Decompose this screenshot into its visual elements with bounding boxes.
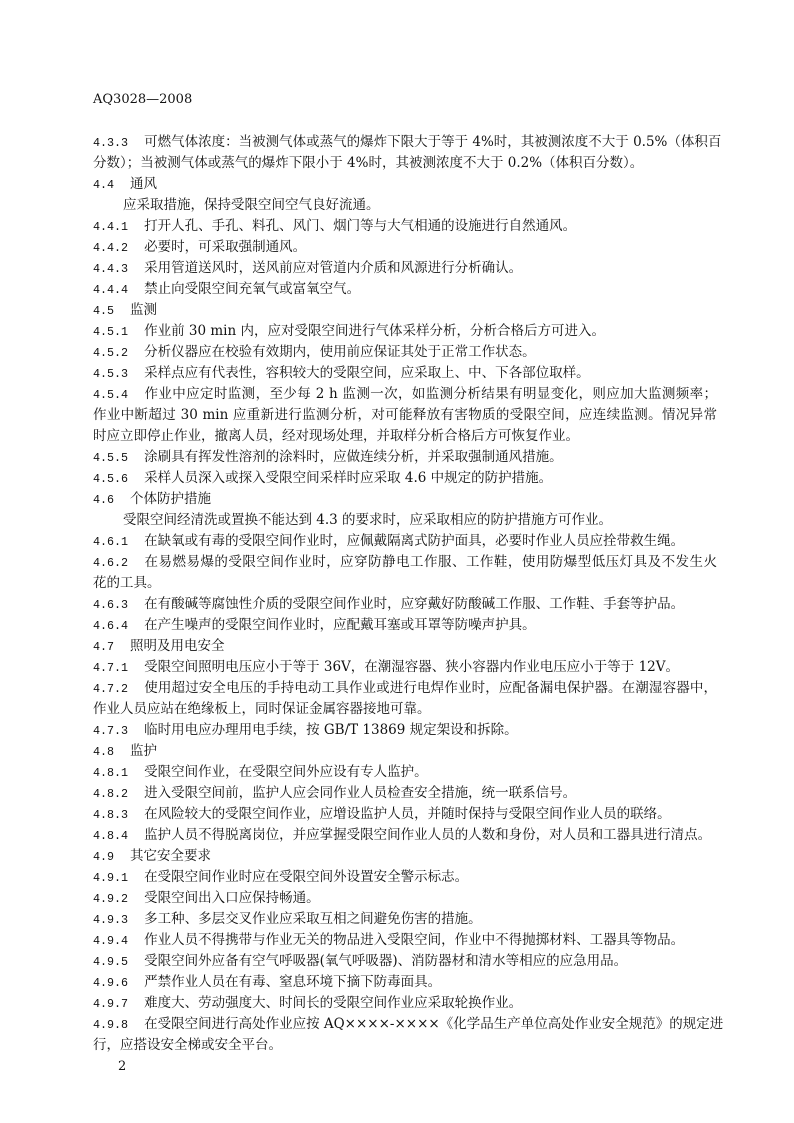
clause-4-5-3 <box>93 363 717 384</box>
section-heading-4-5 <box>93 300 717 321</box>
clause-text: 采用管道送风时，送风前应对管道内介质和风源进行分析确认。 <box>144 260 523 276</box>
clause-4-4-2 <box>93 237 717 258</box>
clause-number: 4.9.7 <box>93 997 129 1011</box>
clause-4-3-3-continuation <box>93 153 717 174</box>
clause-text: 在有酸碱等腐蚀性介质的受限空间作业时，应穿戴好防酸碱工作服、工作鞋、手套等护品。 <box>144 596 685 612</box>
section-intro-4-6 <box>93 510 717 531</box>
clause-4-6-2-continuation <box>93 573 717 594</box>
clause-4-6-4 <box>93 615 717 636</box>
clause-text: 禁止向受限空间充氧气或富氧空气。 <box>144 281 361 297</box>
section-number: 4.9 <box>93 850 115 864</box>
clause-text: 多工种、多层交叉作业应采取互相之间避免伤害的措施。 <box>144 911 482 927</box>
clause-4-9-5 <box>93 951 717 972</box>
clause-number: 4.4.3 <box>93 262 129 276</box>
clause-number: 4.7.2 <box>93 682 129 696</box>
clause-4-9-8 <box>93 1014 724 1035</box>
clause-text: 在缺氧或有毒的受限空间作业时，应佩戴隔离式防护面具，必要时作业人员应拴带救生绳。 <box>144 533 685 549</box>
clause-text: 进入受限空间前，监护人应会同作业人员检查安全措施，统一联系信号。 <box>144 785 577 801</box>
clause-text: 涂刷具有挥发性溶剂的涂料时，应做连续分析，并采取强制通风措施。 <box>144 449 563 465</box>
clause-text: 采样点应有代表性，容积较大的受限空间，应采取上、中、下各部位取样。 <box>144 365 590 381</box>
clause-text: 作业人员不得携带与作业无关的物品进入受限空间，作业中不得抛掷材料、工器具等物品。 <box>144 932 685 948</box>
clause-number: 4.9.2 <box>93 892 129 906</box>
clause-4-7-2 <box>93 678 717 699</box>
clause-number: 4.5.3 <box>93 367 129 381</box>
section-heading-4-9 <box>93 846 717 867</box>
section-heading-4-6 <box>93 489 717 510</box>
clause-text: 在受限空间进行高处作业应按 AQ××××-××××《化学品生产单位高处作业安全规范》的规定进 <box>144 1016 724 1032</box>
clause-4-7-1 <box>93 657 717 678</box>
standard-code-header: AQ3028—2008 <box>93 92 193 107</box>
clause-text: 在易燃易爆的受限空间作业时，应穿防静电工作服、工作鞋，使用防爆型低压灯具及不发生火 <box>144 554 717 570</box>
clause-4-5-5 <box>93 447 717 468</box>
section-title: 个体防护措施 <box>130 491 212 507</box>
clause-text: 在风险较大的受限空间作业，应增设监护人员，并随时保持与受限空间作业人员的联络。 <box>144 806 671 822</box>
clause-text: 作业中断超过 30 min 应重新进行监测分析，对可能释放有害物质的受限空间，应连续监测。情况异常 <box>93 407 717 423</box>
clause-text: 花的工具。 <box>93 575 161 591</box>
clause-number: 4.4.2 <box>93 241 129 255</box>
section-title: 通风 <box>130 176 158 192</box>
section-number: 4.8 <box>93 745 115 759</box>
clause-4-5-6 <box>93 468 717 489</box>
document-body <box>93 132 723 1077</box>
clause-text: 受限空间作业，在受限空间外应设有专人监护。 <box>144 764 428 780</box>
clause-4-9-3 <box>93 909 717 930</box>
section-number: 4.6 <box>93 493 115 507</box>
clause-text: 作业前 30 min 内，应对受限空间进行气体采样分析，分析合格后方可进入。 <box>144 323 605 339</box>
clause-text: 难度大、劳动强度大、时间长的受限空间作业应采取轮换作业。 <box>144 995 523 1011</box>
clause-4-4-3 <box>93 258 717 279</box>
clause-4-6-1 <box>93 531 717 552</box>
clause-4-5-4-continuation <box>93 426 717 447</box>
clause-4-6-3 <box>93 594 717 615</box>
paragraph-text: 受限空间经清洗或置换不能达到 4.3 的要求时，应采取相应的防护措施方可作业。 <box>123 512 613 528</box>
clause-number: 4.5.1 <box>93 325 129 339</box>
clause-4-7-2-continuation <box>93 699 717 720</box>
clause-text: 监护人员不得脱离岗位，并应掌握受限空间作业人员的人数和身份，对人员和工器具进行清点。 <box>144 827 712 843</box>
clause-number: 4.6.3 <box>93 598 129 612</box>
clause-number: 4.5.6 <box>93 472 129 486</box>
clause-4-4-1 <box>93 216 717 237</box>
clause-text: 必要时，可采取强制通风。 <box>144 239 307 255</box>
clause-text: 分析仪器应在校验有效期内，使用前应保证其处于正常工作状态。 <box>144 344 536 360</box>
clause-number: 4.9.5 <box>93 955 129 969</box>
clause-text: 受限空间照明电压应小于等于 36V，在潮湿容器、狭小容器内作业电压应小于等于 12V。 <box>144 659 680 675</box>
clause-text: 在产生噪声的受限空间作业时，应配戴耳塞或耳罩等防噪声护具。 <box>144 617 536 633</box>
clause-text: 行，应搭设安全梯或安全平台。 <box>93 1037 282 1053</box>
clause-4-9-8-continuation <box>93 1035 717 1056</box>
clause-text: 打开人孔、手孔、料孔、风门、烟门等与大气相通的设施进行自然通风。 <box>144 218 577 234</box>
clause-4-5-2 <box>93 342 717 363</box>
clause-4-8-2 <box>93 783 717 804</box>
clause-number: 4.5.4 <box>93 388 129 402</box>
section-heading-4-7 <box>93 636 717 657</box>
section-title: 监测 <box>130 302 158 318</box>
clause-text: 采样人员深入或探入受限空间采样时应采取 4.6 中规定的防护措施。 <box>144 470 553 486</box>
clause-number: 4.6.1 <box>93 535 129 549</box>
section-intro-4-4 <box>93 195 717 216</box>
clause-number: 4.4.1 <box>93 220 129 234</box>
section-title: 其它安全要求 <box>130 848 212 864</box>
clause-number: 4.9.4 <box>93 934 129 948</box>
clause-text: 作业中应定时监测，至少每 2 h 监测一次，如监测分析结果有明显变化，则应加大监测频率； <box>144 386 717 402</box>
clause-number: 4.5.2 <box>93 346 129 360</box>
clause-4-5-4 <box>93 384 717 405</box>
clause-4-7-3 <box>93 720 717 741</box>
clause-4-9-4 <box>93 930 717 951</box>
clause-text: 在受限空间作业时应在受限空间外设置安全警示标志。 <box>144 869 469 885</box>
clause-number: 4.8.2 <box>93 787 129 801</box>
section-number: 4.7 <box>93 640 115 654</box>
clause-4-6-2 <box>93 552 717 573</box>
clause-number: 4.9.3 <box>93 913 129 927</box>
clause-number: 4.6.2 <box>93 556 129 570</box>
clause-number: 4.9.1 <box>93 871 129 885</box>
clause-number: 4.8.4 <box>93 829 129 843</box>
clause-text: 可燃气体浓度：当被测气体或蒸气的爆炸下限大于等于 4%时，其被测浓度不大于 0.5%（体积百 <box>144 134 722 150</box>
clause-4-8-4 <box>93 825 717 846</box>
clause-number: 4.8.1 <box>93 766 129 780</box>
clause-number: 4.6.4 <box>93 619 129 633</box>
section-heading-4-8 <box>93 741 717 762</box>
clause-number: 4.9.6 <box>93 976 129 990</box>
clause-4-5-4-continuation <box>93 405 717 426</box>
clause-text: 受限空间外应备有空气呼吸器(氧气呼吸器)、消防器材和清水等相应的应急用品。 <box>144 953 628 969</box>
clause-number: 4.7.1 <box>93 661 129 675</box>
section-heading-4-4 <box>93 174 717 195</box>
clause-number: 4.4.4 <box>93 283 129 297</box>
clause-4-9-6 <box>93 972 717 993</box>
paragraph-text: 应采取措施，保持受限空间空气良好流通。 <box>123 197 380 213</box>
clause-text: 分数）；当被测气体或蒸气的爆炸下限小于 4%时，其被测浓度不大于 0.2%（体积百分数）。 <box>93 155 644 171</box>
section-title: 照明及用电安全 <box>130 638 225 654</box>
clause-4-5-1 <box>93 321 717 342</box>
clause-4-4-4 <box>93 279 717 300</box>
clause-number: 4.9.8 <box>93 1018 129 1032</box>
page-number: 2 <box>118 1059 127 1074</box>
clause-4-8-3 <box>93 804 717 825</box>
section-number: 4.5 <box>93 304 115 318</box>
clause-number: 4.3.3 <box>93 136 129 150</box>
clause-4-9-2 <box>93 888 717 909</box>
clause-number: 4.5.5 <box>93 451 129 465</box>
clause-text: 受限空间出入口应保持畅通。 <box>144 890 320 906</box>
section-title: 监护 <box>130 743 158 759</box>
clause-4-3-3 <box>93 132 722 153</box>
clause-number: 4.7.3 <box>93 724 129 738</box>
clause-text: 使用超过安全电压的手持电动工具作业或进行电焊作业时，应配备漏电保护器。在潮湿容器中， <box>144 680 717 696</box>
clause-text: 严禁作业人员在有毒、窒息环境下摘下防毒面具。 <box>144 974 442 990</box>
clause-number: 4.8.3 <box>93 808 129 822</box>
clause-4-9-7 <box>93 993 717 1014</box>
clause-4-9-1 <box>93 867 717 888</box>
clause-text: 作业人员应站在绝缘板上，同时保证金属容器接地可靠。 <box>93 701 431 717</box>
clause-4-8-1 <box>93 762 717 783</box>
section-number: 4.4 <box>93 178 115 192</box>
clause-text: 时应立即停止作业，撤离人员，经对现场处理，并取样分析合格后方可恢复作业。 <box>93 428 579 444</box>
clause-text: 临时用电应办理用电手续，按 GB/T 13869 规定架设和拆除。 <box>144 722 518 738</box>
